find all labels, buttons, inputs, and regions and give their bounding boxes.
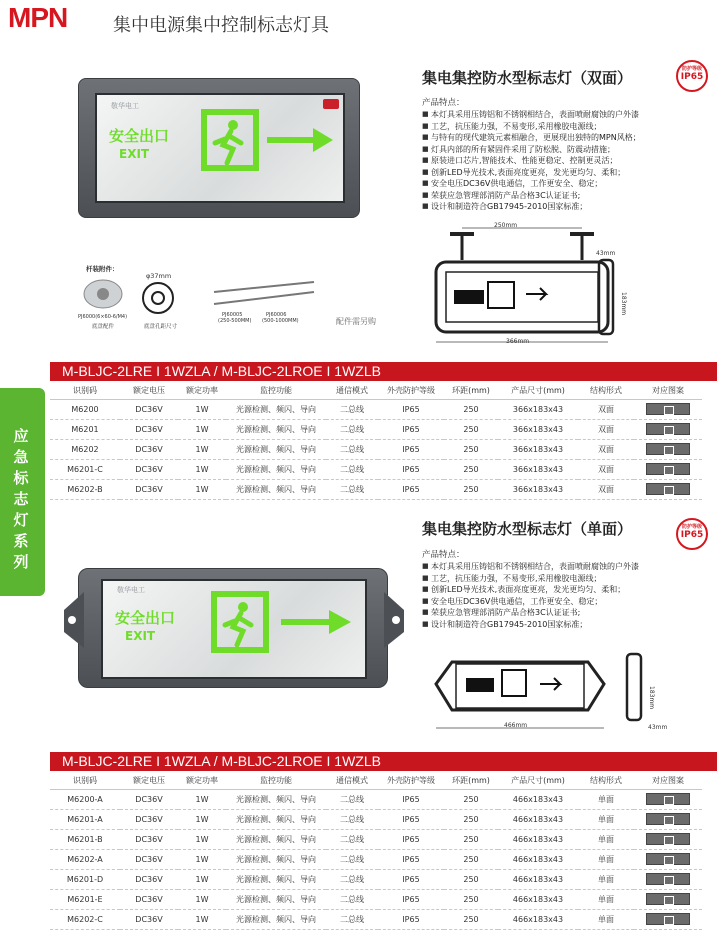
chassis-part-icon bbox=[82, 276, 124, 312]
table-cell: DC36V bbox=[120, 809, 178, 829]
table-cell: 二总线 bbox=[326, 479, 378, 499]
table-cell: DC36V bbox=[120, 869, 178, 889]
table-cell: DC36V bbox=[120, 889, 178, 909]
table-cell: 250 bbox=[444, 809, 498, 829]
table-cell: IP65 bbox=[378, 479, 444, 499]
table-cell: 1W bbox=[178, 869, 226, 889]
table-row bbox=[50, 419, 702, 439]
accessory-item: PJ60005 bbox=[222, 312, 243, 318]
table-cell: 光源检测、频闪、导向 bbox=[226, 439, 326, 459]
table-cell: IP65 bbox=[378, 419, 444, 439]
col-header: 通信模式 bbox=[326, 383, 378, 399]
col-header: 识别码 bbox=[50, 383, 120, 399]
table-cell: 单面 bbox=[578, 789, 634, 809]
product1-dim-length: 366mm bbox=[506, 338, 530, 345]
product1-sign-en: EXIT bbox=[119, 147, 150, 161]
table-cell: 二总线 bbox=[326, 439, 378, 459]
col-header: 结构形式 bbox=[578, 383, 634, 399]
table-row bbox=[50, 849, 702, 869]
pattern-cell bbox=[634, 459, 702, 479]
table-cell: 二总线 bbox=[326, 459, 378, 479]
table-cell: DC36V bbox=[120, 789, 178, 809]
product2-feature-list bbox=[422, 561, 712, 630]
exit-runner-icon bbox=[211, 591, 269, 653]
table-cell: M6201-A bbox=[50, 809, 120, 829]
product2-sign-panel bbox=[101, 579, 367, 679]
table-cell: 单面 bbox=[578, 809, 634, 829]
table-cell: 250 bbox=[444, 479, 498, 499]
table-cell: M6201-C bbox=[50, 459, 120, 479]
table-cell: 双面 bbox=[578, 439, 634, 459]
table-row bbox=[50, 909, 702, 929]
feature-item: ■ 设计和制造符合GB17945-2010国家标准； bbox=[422, 619, 712, 631]
ip65-badge bbox=[676, 60, 708, 92]
table-row bbox=[50, 889, 702, 909]
table-cell: 1W bbox=[178, 789, 226, 809]
table-cell: M6201 bbox=[50, 419, 120, 439]
badge-caption: 防护等级 bbox=[681, 524, 702, 530]
table-cell: M6202-A bbox=[50, 849, 120, 869]
table-cell: 466x183x43 bbox=[498, 849, 578, 869]
table-cell: 250 bbox=[444, 419, 498, 439]
col-header: 对应图案 bbox=[634, 383, 702, 399]
pattern-cell bbox=[634, 479, 702, 499]
col-header: 额定电压 bbox=[120, 773, 178, 789]
table-cell: IP65 bbox=[378, 439, 444, 459]
badge-caption: 防护等级 bbox=[681, 66, 702, 72]
table-cell: 1W bbox=[178, 459, 226, 479]
col-header: 产品尺寸(mm) bbox=[498, 773, 578, 789]
badge-rating: IP65 bbox=[680, 72, 704, 82]
table-cell: 单面 bbox=[578, 829, 634, 849]
ring-size-label: φ37mm bbox=[146, 272, 172, 280]
table-cell: DC36V bbox=[120, 479, 178, 499]
product2-sign-en: EXIT bbox=[125, 629, 156, 643]
product2-sign-cn: 安全出口 bbox=[115, 609, 176, 627]
table-cell: 光源检测、频闪、导向 bbox=[226, 399, 326, 419]
table-cell: M6200-A bbox=[50, 789, 120, 809]
table-cell: 光源检测、频闪、导向 bbox=[226, 869, 326, 889]
table-cell: IP65 bbox=[378, 849, 444, 869]
product1-brand: 敬华电工 bbox=[111, 102, 139, 110]
pattern-cell bbox=[634, 789, 702, 809]
exit-pattern-icon bbox=[646, 833, 690, 845]
table-cell: IP65 bbox=[378, 829, 444, 849]
accessory-item: PJ60006 bbox=[266, 312, 287, 318]
table-cell: 单面 bbox=[578, 849, 634, 869]
right-mount-ear bbox=[384, 590, 408, 650]
exit-pattern-icon bbox=[646, 403, 690, 415]
ring-spec-icon bbox=[140, 280, 176, 316]
table-cell: M6201-B bbox=[50, 829, 120, 849]
pattern-cell bbox=[634, 849, 702, 869]
feature-item: ■ 灯具内部的所有紧固件采用了防松脱、防震动措施； bbox=[422, 144, 712, 156]
table-cell: 光源检测、频闪、导向 bbox=[226, 789, 326, 809]
table-cell: DC36V bbox=[120, 909, 178, 929]
table-cell: 1W bbox=[178, 889, 226, 909]
table-cell: DC36V bbox=[120, 399, 178, 419]
table-cell: 1W bbox=[178, 399, 226, 419]
table-cell: 250 bbox=[444, 889, 498, 909]
table-cell: DC36V bbox=[120, 459, 178, 479]
feature-item: ■ 与特有的现代建筑元素相融合，更展现出独特的MPN风格； bbox=[422, 132, 712, 144]
exit-pattern-icon bbox=[646, 873, 690, 885]
table-cell: 二总线 bbox=[326, 399, 378, 419]
table-cell: 二总线 bbox=[326, 909, 378, 929]
feature-item: ■ 安全电压DC36V供电通信，工作更安全、稳定； bbox=[422, 596, 712, 608]
table-cell: 366x183x43 bbox=[498, 419, 578, 439]
pattern-cell bbox=[634, 889, 702, 909]
col-header: 监控功能 bbox=[226, 383, 326, 399]
table-cell: 1W bbox=[178, 829, 226, 849]
table-cell: 250 bbox=[444, 869, 498, 889]
product1-dim-height: 43mm bbox=[596, 250, 616, 257]
pattern-cell bbox=[634, 439, 702, 459]
table-cell: 二总线 bbox=[326, 849, 378, 869]
feature-item: ■ 创新LED导光技术,表面亮度更亮，发光更均匀、柔和； bbox=[422, 584, 712, 596]
table-cell: 双面 bbox=[578, 459, 634, 479]
table-cell: 250 bbox=[444, 459, 498, 479]
col-header: 外壳防护等级 bbox=[378, 383, 444, 399]
accessory-note: 配件需另购 bbox=[336, 317, 376, 326]
table-cell: IP65 bbox=[378, 809, 444, 829]
accessory-item: 底盘孔距尺寸 bbox=[144, 324, 178, 330]
table-cell: 二总线 bbox=[326, 809, 378, 829]
exit-pattern-icon bbox=[646, 813, 690, 825]
page-title: 集中电源集中控制标志灯具 bbox=[113, 15, 329, 36]
section1-rows bbox=[50, 399, 702, 499]
col-header: 对应图案 bbox=[634, 773, 702, 789]
product2-heading: 集电集控防水型标志灯（单面） bbox=[422, 520, 633, 538]
accessory-item: (500-1000MM) bbox=[262, 318, 299, 324]
table-cell: 250 bbox=[444, 399, 498, 419]
table-cell: 单面 bbox=[578, 889, 634, 909]
table-cell: 光源检测、频闪、导向 bbox=[226, 909, 326, 929]
table-cell: 1W bbox=[178, 439, 226, 459]
accessory-item: 底盘配件 bbox=[92, 324, 115, 330]
table-cell: M6201-D bbox=[50, 869, 120, 889]
status-indicator bbox=[323, 99, 339, 109]
product2-dim-depth: 183mm bbox=[648, 686, 655, 710]
pattern-cell bbox=[634, 809, 702, 829]
table-cell: 光源检测、频闪、导向 bbox=[226, 829, 326, 849]
table-cell: 250 bbox=[444, 849, 498, 869]
product1-features-title: 产品特点： bbox=[422, 98, 465, 108]
product2-features-title: 产品特点： bbox=[422, 550, 465, 560]
table-cell: IP65 bbox=[378, 869, 444, 889]
table-cell: 366x183x43 bbox=[498, 479, 578, 499]
table-cell: 双面 bbox=[578, 399, 634, 419]
table-cell: 光源检测、频闪、导向 bbox=[226, 809, 326, 829]
feature-item: ■ 工艺，抗压能力强，不易变形,采用橡胶电源线； bbox=[422, 121, 712, 133]
exit-pattern-icon bbox=[646, 793, 690, 805]
ip65-badge bbox=[676, 518, 708, 550]
arrow-right-icon bbox=[265, 125, 335, 155]
table-cell: IP65 bbox=[378, 399, 444, 419]
exit-pattern-icon bbox=[646, 483, 690, 495]
feature-item: ■ 设计和制造符合GB17945-2010国家标准； bbox=[422, 201, 712, 213]
table-cell: 1W bbox=[178, 909, 226, 929]
badge-rating: IP65 bbox=[680, 530, 704, 540]
col-header: 结构形式 bbox=[578, 773, 634, 789]
feature-item: ■ 本灯具采用压铸铝和不锈钢相结合，表面喷耐腐蚀的户外漆 bbox=[422, 109, 712, 121]
table-cell: 1W bbox=[178, 849, 226, 869]
table-cell: 光源检测、频闪、导向 bbox=[226, 849, 326, 869]
table-cell: 二总线 bbox=[326, 419, 378, 439]
col-header: 识别码 bbox=[50, 773, 120, 789]
product1-fixture-photo bbox=[78, 78, 360, 218]
table-row bbox=[50, 479, 702, 499]
table-cell: 466x183x43 bbox=[498, 869, 578, 889]
col-header: 通信模式 bbox=[326, 773, 378, 789]
exit-pattern-icon bbox=[646, 423, 690, 435]
pattern-cell bbox=[634, 399, 702, 419]
product1-feature-list bbox=[422, 109, 712, 213]
table-row bbox=[50, 829, 702, 849]
table-cell: 250 bbox=[444, 829, 498, 849]
pattern-cell bbox=[634, 909, 702, 929]
product1-dimension-drawing bbox=[430, 220, 620, 350]
section2-spec-table bbox=[50, 773, 702, 930]
section2-model-bar: M-BLJC-2LRE I 1WZLA / M-BLJC-2LROE I 1WZLB bbox=[50, 752, 717, 771]
feature-item: ■ 荣获应急管理部消防产品合格3C认证证书; bbox=[422, 607, 712, 619]
table-cell: 466x183x43 bbox=[498, 829, 578, 849]
product1-dim-depth: 183mm bbox=[620, 292, 627, 316]
table-cell: DC36V bbox=[120, 439, 178, 459]
table-cell: 双面 bbox=[578, 479, 634, 499]
feature-item: ■ 荣获应急管理部消防产品合格3C认证证书; bbox=[422, 190, 712, 202]
pattern-cell bbox=[634, 829, 702, 849]
col-header: 额定功率 bbox=[178, 383, 226, 399]
product2-brand: 敬华电工 bbox=[117, 586, 145, 594]
feature-item: ■ 原装进口芯片,智能技术、性能更稳定、控制更灵活； bbox=[422, 155, 712, 167]
table-row bbox=[50, 809, 702, 829]
table-cell: DC36V bbox=[120, 829, 178, 849]
table-cell: 1W bbox=[178, 809, 226, 829]
section1-spec-table bbox=[50, 383, 702, 500]
table-cell: 1W bbox=[178, 419, 226, 439]
table-cell: IP65 bbox=[378, 909, 444, 929]
table-cell: 光源检测、频闪、导向 bbox=[226, 479, 326, 499]
table-cell: 二总线 bbox=[326, 829, 378, 849]
product2-side-view bbox=[624, 652, 646, 724]
exit-pattern-icon bbox=[646, 463, 690, 475]
table-row bbox=[50, 459, 702, 479]
pattern-cell bbox=[634, 869, 702, 889]
col-header: 额定功率 bbox=[178, 773, 226, 789]
table-header-row bbox=[50, 383, 702, 399]
table-cell: 光源检测、频闪、导向 bbox=[226, 889, 326, 909]
col-header: 环距(mm) bbox=[444, 773, 498, 789]
arrow-right-icon bbox=[279, 607, 353, 637]
table-cell: 250 bbox=[444, 439, 498, 459]
table-cell: 二总线 bbox=[326, 869, 378, 889]
table-cell: 光源检测、频闪、导向 bbox=[226, 419, 326, 439]
table-cell: 366x183x43 bbox=[498, 439, 578, 459]
table-cell: IP65 bbox=[378, 789, 444, 809]
product2-fixture-photo bbox=[78, 568, 388, 688]
feature-item: ■ 工艺，抗压能力强，不易变形,采用橡胶电源线； bbox=[422, 573, 712, 585]
pattern-cell bbox=[634, 419, 702, 439]
table-cell: DC36V bbox=[120, 419, 178, 439]
table-cell: 二总线 bbox=[326, 889, 378, 909]
exit-pattern-icon bbox=[646, 443, 690, 455]
table-row bbox=[50, 399, 702, 419]
table-cell: 250 bbox=[444, 909, 498, 929]
exit-pattern-icon bbox=[646, 913, 690, 925]
col-header: 环距(mm) bbox=[444, 383, 498, 399]
col-header: 额定电压 bbox=[120, 383, 178, 399]
col-header: 外壳防护等级 bbox=[378, 773, 444, 789]
product1-heading: 集电集控防水型标志灯（双面） bbox=[422, 69, 633, 87]
table-cell: 双面 bbox=[578, 419, 634, 439]
table-cell: 光源检测、频闪、导向 bbox=[226, 459, 326, 479]
table-cell: 466x183x43 bbox=[498, 809, 578, 829]
table-cell: 466x183x43 bbox=[498, 909, 578, 929]
table-cell: M6200 bbox=[50, 399, 120, 419]
table-cell: 单面 bbox=[578, 869, 634, 889]
product2-dim-length: 466mm bbox=[504, 722, 528, 729]
table-cell: 366x183x43 bbox=[498, 399, 578, 419]
table-cell: 366x183x43 bbox=[498, 459, 578, 479]
section2-rows bbox=[50, 789, 702, 929]
table-cell: 单面 bbox=[578, 909, 634, 929]
table-cell: 250 bbox=[444, 789, 498, 809]
product1-sign-panel bbox=[95, 93, 345, 203]
col-header: 产品尺寸(mm) bbox=[498, 383, 578, 399]
table-cell: M6202-B bbox=[50, 479, 120, 499]
table-cell: 1W bbox=[178, 479, 226, 499]
brand-logo: MPN bbox=[8, 2, 68, 33]
exit-pattern-icon bbox=[646, 893, 690, 905]
table-row bbox=[50, 869, 702, 889]
product1-side-view bbox=[596, 258, 618, 338]
table-cell: 466x183x43 bbox=[498, 889, 578, 909]
side-category-label: 应急标志灯系列 bbox=[13, 427, 29, 571]
product1-dim-width: 250mm bbox=[494, 222, 518, 229]
feature-item: ■ 创新LED导光技术,表面亮度更亮，发光更均匀、柔和； bbox=[422, 167, 712, 179]
accessory-item: PJ6000(6×60-6/M4) bbox=[78, 314, 128, 320]
table-cell: M6201-E bbox=[50, 889, 120, 909]
left-mount-ear bbox=[60, 590, 84, 650]
table-row bbox=[50, 789, 702, 809]
feature-item: ■ 安全电压DC36V供电通信，工作更安全、稳定； bbox=[422, 178, 712, 190]
section1-model-bar: M-BLJC-2LRE I 1WZLA / M-BLJC-2LROE I 1WZLB bbox=[50, 362, 717, 381]
product1-sign-cn: 安全出口 bbox=[109, 127, 170, 145]
accessories-title: 杆装附件： bbox=[86, 265, 119, 273]
table-cell: IP65 bbox=[378, 889, 444, 909]
feature-item: ■ 本灯具采用压铸铝和不锈钢相结合，表面喷耐腐蚀的户外漆 bbox=[422, 561, 712, 573]
table-cell: IP65 bbox=[378, 459, 444, 479]
table-cell: 466x183x43 bbox=[498, 789, 578, 809]
exit-pattern-icon bbox=[646, 853, 690, 865]
col-header: 监控功能 bbox=[226, 773, 326, 789]
table-cell: M6202-C bbox=[50, 909, 120, 929]
exit-runner-icon bbox=[201, 109, 259, 171]
table-cell: M6202 bbox=[50, 439, 120, 459]
product2-dim-height: 43mm bbox=[648, 724, 668, 731]
table-cell: DC36V bbox=[120, 849, 178, 869]
table-header-row bbox=[50, 773, 702, 789]
pole-rods-icon bbox=[210, 278, 320, 308]
accessory-item: (250-500MM) bbox=[218, 318, 252, 324]
table-row bbox=[50, 439, 702, 459]
table-cell: 二总线 bbox=[326, 789, 378, 809]
